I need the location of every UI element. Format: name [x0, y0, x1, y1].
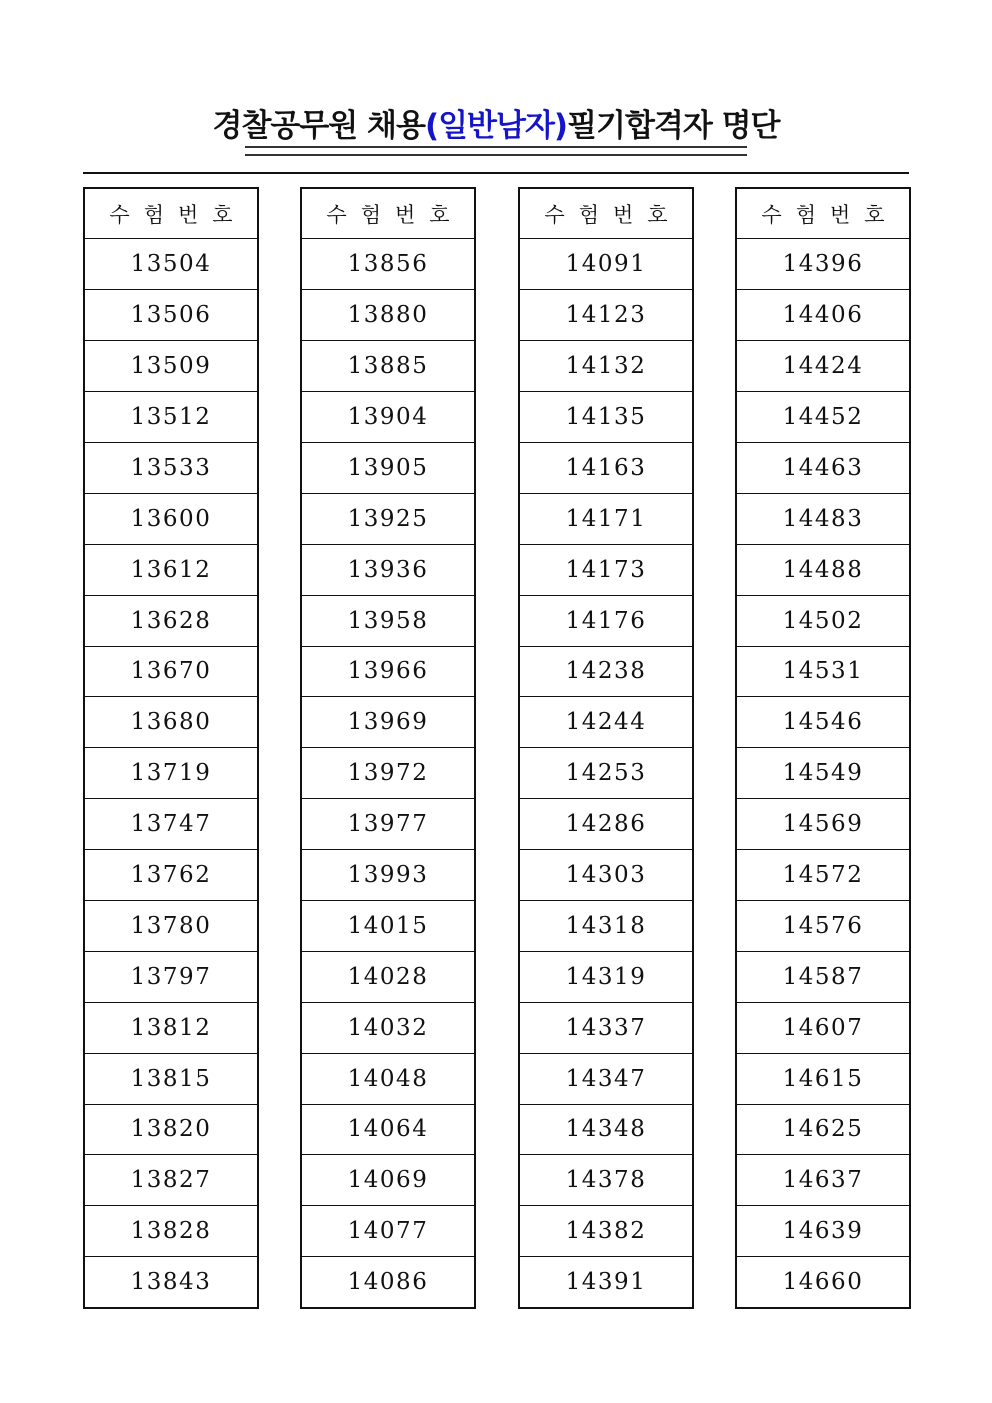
table-row — [736, 544, 910, 595]
table-row — [519, 1155, 693, 1206]
table-row — [84, 290, 258, 341]
column-header: 수험번호 — [519, 188, 693, 239]
table-row — [301, 442, 475, 493]
exam-number-cell: 14546 — [736, 697, 910, 748]
exam-number-cell: 14637 — [736, 1155, 910, 1206]
table-row — [736, 951, 910, 1002]
exam-number-column-3 — [518, 187, 694, 1309]
table-row — [301, 493, 475, 544]
table-row — [301, 1206, 475, 1257]
exam-number-cell: 14244 — [519, 697, 693, 748]
table-row — [301, 392, 475, 443]
table-row — [84, 1155, 258, 1206]
table-row — [519, 799, 693, 850]
title-suffix: 필기합격자 명단 — [567, 108, 780, 144]
table-row — [301, 595, 475, 646]
table-row — [736, 290, 910, 341]
exam-number-cell: 13820 — [84, 1104, 258, 1155]
table-row — [519, 544, 693, 595]
exam-number-cell: 13533 — [84, 442, 258, 493]
exam-number-cell: 14502 — [736, 595, 910, 646]
header-row — [301, 188, 475, 239]
table-row — [519, 1257, 693, 1308]
exam-number-cell: 13936 — [301, 544, 475, 595]
table-row — [519, 1002, 693, 1053]
table-row — [301, 1104, 475, 1155]
exam-number-cell: 13815 — [84, 1053, 258, 1104]
table-row — [736, 1155, 910, 1206]
table-row — [84, 1206, 258, 1257]
table-row — [84, 341, 258, 392]
table-row — [736, 239, 910, 290]
exam-number-cell: 13966 — [301, 646, 475, 697]
exam-number-cell: 14531 — [736, 646, 910, 697]
table-row — [84, 595, 258, 646]
exam-number-cell: 13969 — [301, 697, 475, 748]
table-row — [519, 341, 693, 392]
table-row — [736, 1257, 910, 1308]
table-row — [736, 1053, 910, 1104]
exam-number-cell: 13762 — [84, 850, 258, 901]
exam-number-cell: 14048 — [301, 1053, 475, 1104]
table-row — [519, 1206, 693, 1257]
header-row — [519, 188, 693, 239]
exam-number-cell: 14347 — [519, 1053, 693, 1104]
table-row — [736, 1002, 910, 1053]
exam-number-cell: 14032 — [301, 1002, 475, 1053]
table-row — [519, 290, 693, 341]
table-row — [84, 850, 258, 901]
table-row — [736, 1206, 910, 1257]
table-row — [736, 900, 910, 951]
table-row — [301, 646, 475, 697]
exam-number-cell: 14015 — [301, 900, 475, 951]
exam-number-cell: 13509 — [84, 341, 258, 392]
table-row — [301, 697, 475, 748]
table-row — [301, 748, 475, 799]
table-row — [84, 493, 258, 544]
exam-number-cell: 13680 — [84, 697, 258, 748]
exam-number-cell: 14286 — [519, 799, 693, 850]
table-row — [736, 799, 910, 850]
exam-number-cell: 14625 — [736, 1104, 910, 1155]
exam-number-cell: 13977 — [301, 799, 475, 850]
exam-number-cell: 14391 — [519, 1257, 693, 1308]
exam-number-cell: 14382 — [519, 1206, 693, 1257]
exam-number-cell: 14452 — [736, 392, 910, 443]
table-row — [736, 442, 910, 493]
exam-number-cell: 14483 — [736, 493, 910, 544]
table-row — [519, 493, 693, 544]
exam-number-cell: 14348 — [519, 1104, 693, 1155]
exam-number-cell: 14396 — [736, 239, 910, 290]
table-row — [301, 341, 475, 392]
table-row — [519, 1053, 693, 1104]
table-row — [301, 1257, 475, 1308]
exam-number-cell: 13512 — [84, 392, 258, 443]
exam-number-cell: 13972 — [301, 748, 475, 799]
exam-number-cell: 14463 — [736, 442, 910, 493]
table-row — [519, 951, 693, 1002]
table-row — [519, 850, 693, 901]
table-row — [84, 900, 258, 951]
horizontal-rule — [83, 172, 909, 174]
exam-number-cell: 13600 — [84, 493, 258, 544]
column-header: 수험번호 — [84, 188, 258, 239]
exam-number-cell: 13797 — [84, 951, 258, 1002]
exam-number-cell: 14607 — [736, 1002, 910, 1053]
exam-number-cell: 14660 — [736, 1257, 910, 1308]
table-row — [84, 1002, 258, 1053]
exam-number-cell: 13828 — [84, 1206, 258, 1257]
exam-number-column-4 — [735, 187, 911, 1309]
exam-number-cell: 14406 — [736, 290, 910, 341]
table-row — [84, 951, 258, 1002]
exam-number-cell: 13670 — [84, 646, 258, 697]
table-row — [736, 1104, 910, 1155]
table-row — [736, 341, 910, 392]
exam-number-cell: 14549 — [736, 748, 910, 799]
table-row — [84, 1257, 258, 1308]
table-row — [84, 544, 258, 595]
exam-number-cell: 13780 — [84, 900, 258, 951]
table-row — [301, 290, 475, 341]
exam-number-cell: 14318 — [519, 900, 693, 951]
exam-number-cell: 13504 — [84, 239, 258, 290]
title-main: 경찰공무원 채용 — [212, 108, 425, 144]
table-row — [84, 392, 258, 443]
exam-number-cell: 14378 — [519, 1155, 693, 1206]
table-row — [84, 799, 258, 850]
exam-number-cell: 14253 — [519, 748, 693, 799]
exam-number-column-1 — [83, 187, 259, 1309]
exam-number-cell: 13843 — [84, 1257, 258, 1308]
table-row — [301, 1053, 475, 1104]
exam-number-cell: 14064 — [301, 1104, 475, 1155]
exam-number-cell: 14123 — [519, 290, 693, 341]
exam-number-cell: 13904 — [301, 392, 475, 443]
exam-number-cell: 13628 — [84, 595, 258, 646]
table-row — [736, 748, 910, 799]
title-category: (일반남자) — [424, 108, 568, 144]
table-row — [519, 392, 693, 443]
exam-number-cell: 14615 — [736, 1053, 910, 1104]
exam-number-cell: 14576 — [736, 900, 910, 951]
table-row — [301, 1155, 475, 1206]
exam-number-cell: 14424 — [736, 341, 910, 392]
table-row — [519, 442, 693, 493]
column-header: 수험번호 — [736, 188, 910, 239]
table-row — [519, 1104, 693, 1155]
table-row — [84, 1104, 258, 1155]
exam-number-cell: 14587 — [736, 951, 910, 1002]
exam-number-cell: 14569 — [736, 799, 910, 850]
exam-number-cell: 14488 — [736, 544, 910, 595]
table-row — [301, 799, 475, 850]
exam-number-cell: 13958 — [301, 595, 475, 646]
column-header: 수험번호 — [301, 188, 475, 239]
table-row — [84, 442, 258, 493]
exam-number-cell: 13719 — [84, 748, 258, 799]
page-title — [0, 100, 992, 145]
exam-number-cell: 14069 — [301, 1155, 475, 1206]
table-row — [736, 850, 910, 901]
header-row — [736, 188, 910, 239]
exam-number-cell: 13993 — [301, 850, 475, 901]
exam-number-cell: 14572 — [736, 850, 910, 901]
table-row — [519, 697, 693, 748]
exam-number-cell: 14319 — [519, 951, 693, 1002]
table-row — [736, 697, 910, 748]
exam-number-cell: 14091 — [519, 239, 693, 290]
exam-number-cell: 14303 — [519, 850, 693, 901]
exam-number-cell: 13747 — [84, 799, 258, 850]
exam-number-cell: 13612 — [84, 544, 258, 595]
table-row — [301, 544, 475, 595]
exam-number-cell: 14086 — [301, 1257, 475, 1308]
table-row — [301, 850, 475, 901]
table-row — [736, 646, 910, 697]
table-row — [736, 595, 910, 646]
table-row — [301, 239, 475, 290]
exam-number-cell: 13905 — [301, 442, 475, 493]
exam-number-cell: 14132 — [519, 341, 693, 392]
exam-number-cell: 14135 — [519, 392, 693, 443]
table-row — [519, 239, 693, 290]
exam-number-cell: 14337 — [519, 1002, 693, 1053]
exam-number-cell: 14028 — [301, 951, 475, 1002]
exam-number-cell: 14077 — [301, 1206, 475, 1257]
exam-number-cell: 14176 — [519, 595, 693, 646]
table-row — [84, 748, 258, 799]
table-row — [84, 697, 258, 748]
exam-number-cell: 14639 — [736, 1206, 910, 1257]
table-row — [84, 239, 258, 290]
table-row — [519, 595, 693, 646]
exam-number-cell: 13880 — [301, 290, 475, 341]
exam-number-cell: 14163 — [519, 442, 693, 493]
exam-number-cell: 13812 — [84, 1002, 258, 1053]
table-row — [519, 748, 693, 799]
title-double-underline — [245, 146, 747, 156]
exam-number-cell: 13827 — [84, 1155, 258, 1206]
exam-number-cell: 14171 — [519, 493, 693, 544]
table-row — [301, 951, 475, 1002]
exam-number-cell: 13856 — [301, 239, 475, 290]
exam-number-cell: 13506 — [84, 290, 258, 341]
table-row — [84, 646, 258, 697]
exam-number-cell: 14238 — [519, 646, 693, 697]
exam-number-cell: 13925 — [301, 493, 475, 544]
exam-number-cell: 13885 — [301, 341, 475, 392]
table-row — [736, 493, 910, 544]
table-row — [736, 392, 910, 443]
table-row — [84, 1053, 258, 1104]
exam-number-column-2 — [300, 187, 476, 1309]
table-row — [519, 646, 693, 697]
table-row — [301, 1002, 475, 1053]
table-row — [519, 900, 693, 951]
exam-number-cell: 14173 — [519, 544, 693, 595]
table-row — [301, 900, 475, 951]
header-row — [84, 188, 258, 239]
